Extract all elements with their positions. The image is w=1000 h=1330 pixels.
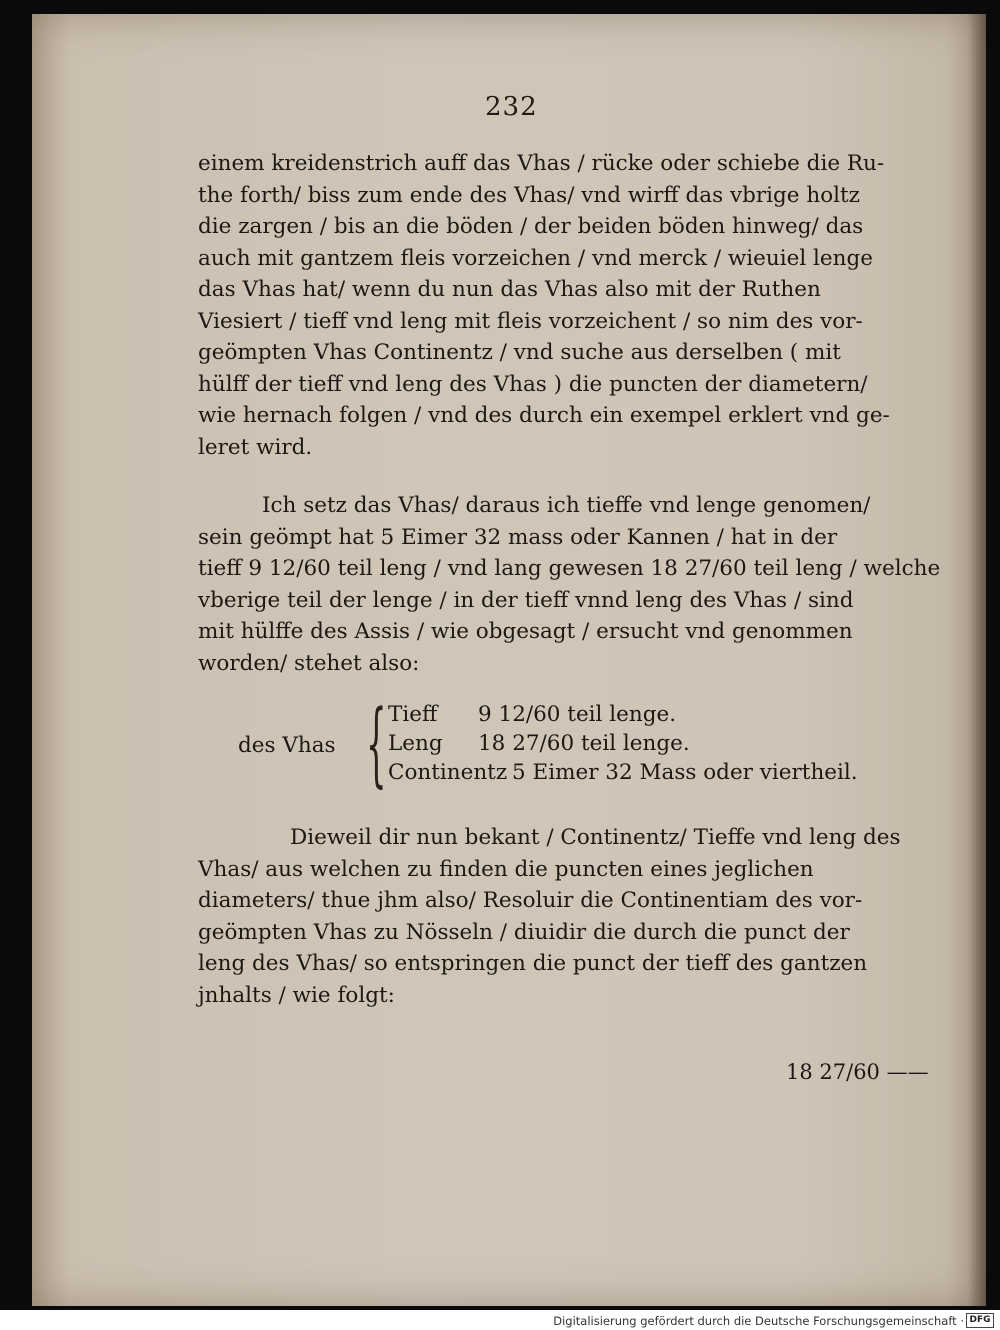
text-line: sein geömpt hat 5 Eimer 32 mass oder Kannen / hat in der [198,524,838,550]
catchword: 18 27/60 —— [786,1060,929,1084]
text-line: geömpten Vhas zu Nösseln / diuidir die durch die punct der [198,919,850,945]
paragraph-3 [198,822,908,1011]
summary-value: 18 27/60 teil lenge. [478,731,690,756]
summary-row [388,700,858,729]
text-line: auch mit gantzem fleis vorzeichen / vnd merck / wieuiel lenge [198,245,873,271]
text-line: mit hülffe des Assis / wie obgesagt / ersucht vnd genommen [198,619,853,644]
text-line: das Vhas hat/ wenn du nun das Vhas also mit der Ruthen [198,277,821,302]
text-line: Dieweil dir nun bekant / Continentz/ Tieffe vnd leng des [290,825,901,850]
text-line: hülff der tieff vnd leng des Vhas ) die puncten der diametern/ [198,371,868,397]
summary-value: 5 Eimer 32 Mass oder viertheil. [512,760,858,785]
summary-key: Leng [388,731,443,756]
funding-credit: Digitalisierung gefördert durch die Deutsche Forschungsgemeinschaft · [553,1314,964,1328]
dfg-logo: DFG [966,1313,994,1328]
summary-key: Tieff [388,702,438,727]
text-line: worden/ stehet also: [198,650,420,676]
summary-value: 9 12/60 teil lenge. [478,702,677,727]
text-line: leret wird. [198,434,313,460]
text-line: vberige teil der lenge / in der tieff vnnd leng des Vhas / sind [198,587,854,613]
summary-row [388,758,858,787]
text-line: wie hernach folgen / vnd des durch ein exempel erklert vnd ge- [198,403,890,428]
text-line: tieff 9 12/60 teil leng / vnd lang gewesen 18 27/60 teil leng / welche [198,556,941,581]
summary-rows [388,700,858,787]
paragraph-2 [198,490,941,679]
paragraph-1 [198,148,908,463]
text-line: jnhalts / wie folgt: [198,982,395,1008]
summary-key: Continentz [388,760,508,785]
text-line: geömpten Vhas Continentz / vnd suche aus derselben ( mit [198,340,841,365]
summary-lead: des Vhas [238,733,336,758]
page-number: 232 [485,92,538,122]
curly-brace-icon: { [366,690,387,797]
text-line: einem kreidenstrich auff das Vhas / rücke oder schiebe die Ru- [198,151,885,176]
text-line: die zargen / bis an die böden / der beiden böden hinweg/ das [198,214,864,239]
text-line: Viesiert / tieff vnd leng mit fleis vorzeichent / so nim des vor- [198,308,863,334]
text-line: Ich setz das Vhas/ daraus ich tieffe vnd lenge genomen/ [262,493,871,518]
text-line: leng des Vhas/ so entspringen die punct der tieff des gantzen [198,951,868,976]
text-line: Vhas/ aus welchen zu finden die puncten eines jeglichen [198,856,814,882]
text-line: the forth/ biss zum ende des Vhas/ vnd wirff das vbrige holtz [198,182,860,208]
summary-row [388,729,858,758]
text-line: diameters/ thue jhm also/ Resoluir die Continentiam des vor- [198,888,863,913]
